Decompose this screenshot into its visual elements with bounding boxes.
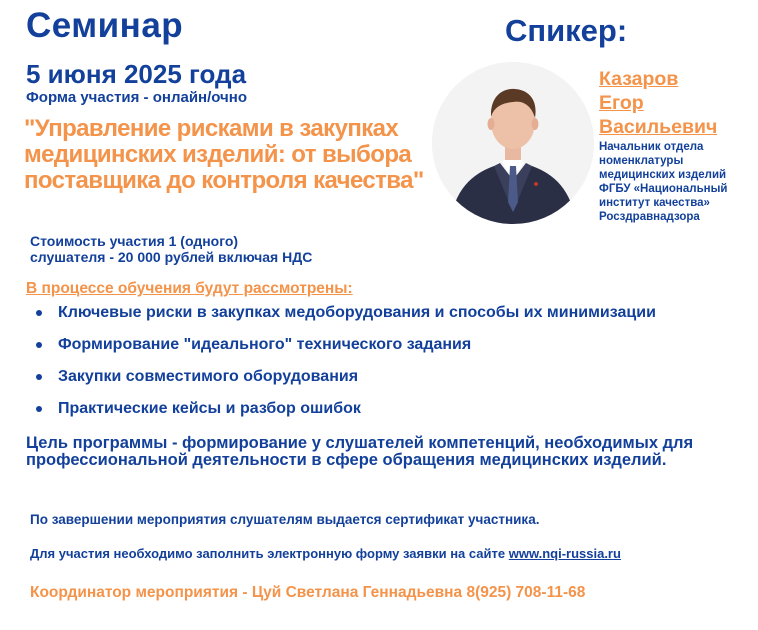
list-item xyxy=(36,303,656,335)
speaker-photo xyxy=(432,62,594,224)
seminar-title: Семинар xyxy=(26,6,184,45)
topics-list xyxy=(36,303,656,431)
topics-heading: В процессе обучения будут рассмотрены: xyxy=(26,280,353,297)
participation-format: Форма участия - онлайн/очно xyxy=(26,89,247,106)
list-item xyxy=(36,399,656,431)
registration-text: Для участия необходимо заполнить электронную форму заявки на сайте xyxy=(30,546,506,561)
topic-item-text: Формирование "идеального" технического задания xyxy=(58,336,472,353)
participation-cost xyxy=(30,233,410,265)
topic-item-text: Ключевые риски в закупках медоборудования и способы их минимизации xyxy=(58,304,656,321)
list-item xyxy=(36,367,656,399)
speaker-first-name: Егор xyxy=(599,92,644,114)
coordinator-contact: Координатор мероприятия - Цуй Светлана Геннадьевна 8(925) 708-11-68 xyxy=(30,584,586,601)
event-date: 5 июня 2025 года xyxy=(26,59,247,89)
bullet-icon xyxy=(36,374,42,380)
registration-note xyxy=(30,546,621,562)
bullet-icon xyxy=(36,310,42,316)
cost-line-2: слушателя - 20 000 рублей включая НДС xyxy=(30,249,313,265)
registration-link[interactable]: www.nqi-russia.ru xyxy=(508,546,621,561)
program-goal: Цель программы - формирование у слушателей компетенций, необходимых для профессиональной деятельности в сфере обращения медицинских изделий. xyxy=(26,434,694,469)
bullet-icon xyxy=(36,342,42,348)
seminar-topic: "Управление рисками в закупках медицинских изделий: от выбора поставщика до контроля качества" xyxy=(24,115,424,194)
speaker-portrait-illustration xyxy=(432,62,594,224)
topic-item-text: Практические кейсы и разбор ошибок xyxy=(58,400,361,417)
cost-line-1: Стоимость участия 1 (одного) xyxy=(30,233,239,249)
certificate-note: По завершении мероприятия слушателям выдается сертификат участника. xyxy=(30,512,540,527)
list-item xyxy=(36,335,656,367)
bullet-icon xyxy=(36,406,42,412)
speaker-name[interactable] xyxy=(599,67,749,139)
speaker-patronymic: Васильевич xyxy=(599,116,718,138)
topic-item-text: Закупки совместимого оборудования xyxy=(58,368,359,385)
speaker-surname: Казаров xyxy=(599,68,679,90)
speaker-role: Начальник отдела номенклатуры медицинских изделий ФГБУ «Национальный институт качества» Росздравнадзора xyxy=(599,141,728,223)
speaker-heading: Спикер: xyxy=(505,13,628,48)
